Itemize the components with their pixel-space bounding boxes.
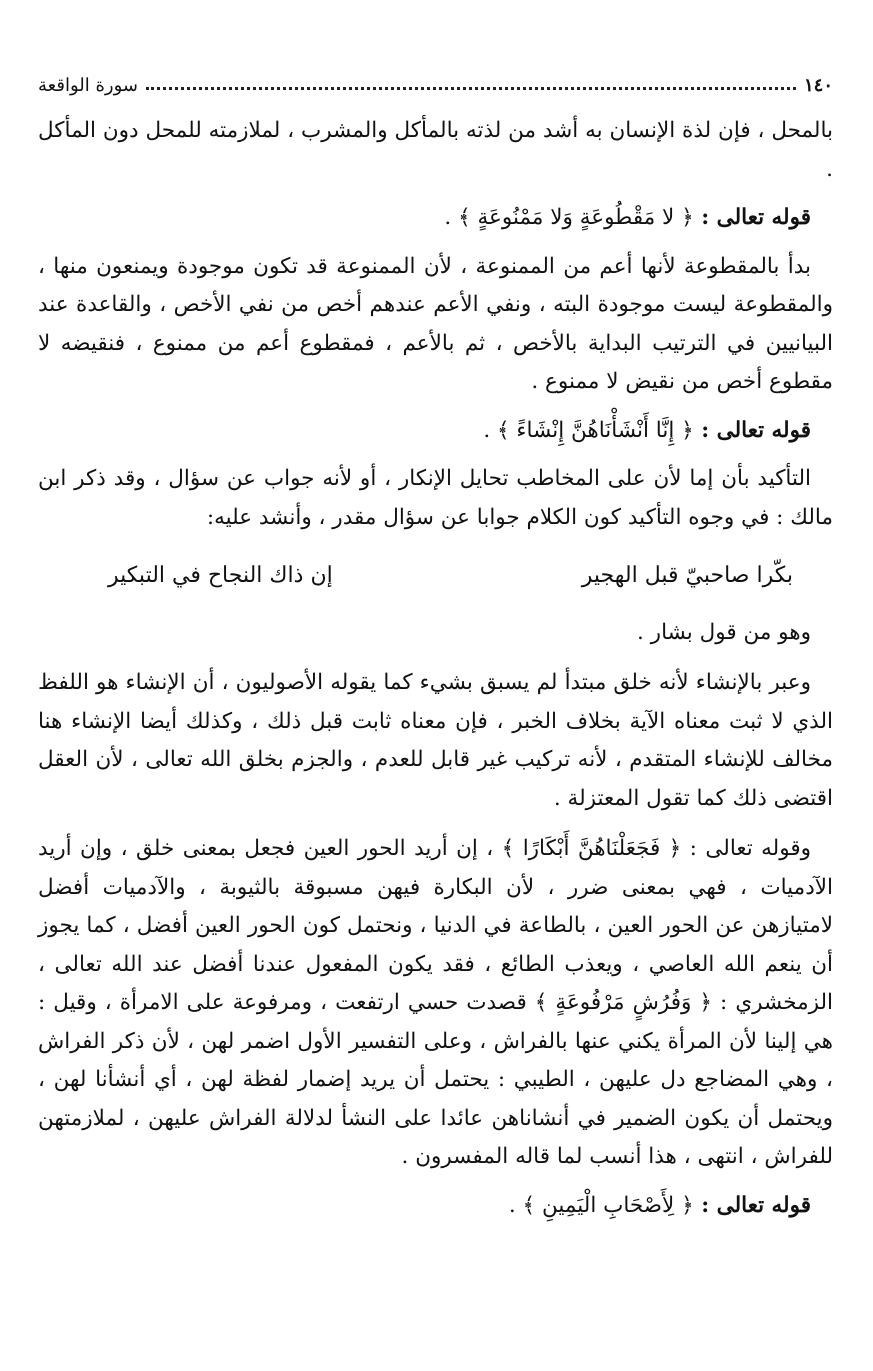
verse-heading-1	[38, 199, 833, 238]
quran-verse: ﴿ لا مَقْطُوعَةٍ وَلا مَمْنُوعَةٍ ﴾ .	[444, 205, 694, 230]
poem-second-hemistich: إن ذاك النجاح في التبكير	[108, 563, 333, 588]
verse-heading-3	[38, 1187, 833, 1226]
verse-prefix: قوله تعالى :	[701, 205, 811, 230]
paragraph-4: وهو من قول بشار .	[637, 619, 811, 645]
paragraph-2: بدأ بالمقطوعة لأنها أعم من الممنوعة ، لأن الممنوعة قد تكون موجودة ويمنعون منها ، والمقطوعة ليست موجودة البته ، ونفي الأعم عندهم أخص من نفي الأخص ، والقاعدة عند البيانيين في الترتيب البداية بالأخص ، ثم بالأعم ، فمقطوع أعم من ممنوع ، فنقيضه لا مقطوع أخص من نقيض لا ممنوع .	[38, 253, 833, 394]
page-body	[38, 112, 833, 1235]
paragraph-6: وقوله تعالى : ﴿ فَجَعَلْنَاهُنَّ أَبْكَارًا ﴾ ، إن أريد الحور العين فجعل بمعنى خلق ، وإن أريد الآدميات ، فهي بمعنى ضرر ، لأن البكارة فيهن مسبوقة بالثيوبة ، والآدميات أفضل لامتيازهن عن الحور العين ، بالطاعة في الدنيا ، ونحتمل كون الحور العين أفضل ، كما يجوز أن ينعم الله العاصي ، ويعذب الطائع ، فقد يكون المفعول عندنا أفضل عند الله تعالى ، الزمخشري : ﴿ وَفُرُشٍ مَرْفُوعَةٍ ﴾ قصدت حسي ارتفعت ، ومرفوعة على الامرأة ، وقيل : هي إلينا لأن المرأة يكني عنها بالفراش ، وعلى التفسير الأول اضمر لهن ، لأن ذكر الفراش ، وهي المضاجع دل عليهن ، الطيبي : يحتمل أن يريد إضمار لفظة لهن ، أي أنشأنا لهن ، ويحتمل أن يكون الضمير في أنشاناهن عائدا على النشأ لدلالة الفراش عليهن ، لملازمتهن للفراش ، انتهى ، هذا أنسب لما قاله المفسرون .	[38, 836, 833, 1169]
surah-title: سورة الواقعة	[38, 74, 138, 96]
verse-prefix: قوله تعالى :	[701, 1192, 811, 1218]
header-dotted-leader	[146, 87, 796, 90]
running-header	[38, 70, 833, 100]
page-number: ١٤٠	[803, 74, 833, 96]
verse-heading-2	[38, 412, 833, 451]
quran-verse: ﴿ إِنَّا أَنْشَأْنَاهُنَّ إِنْشَاءً ﴾ .	[483, 417, 694, 443]
paragraph-5: وعبر بالإنشاء لأنه خلق مبتدأ لم يسبق بشيء كما يقوله الأصوليون ، أن الإنشاء هو اللفظ الذي لا ثبت معناه الآية بخلاف الخبر ، فإن معناه ثابت قبل ذلك ، وكذلك أيضا الإنشاء هنا مخالف للإنشاء المتقدم ، لأنه تركيب غير قابل للعدم ، والجزم بخلق الله تعالى ، لأن العقل اقتضى ذلك كما تقول المعتزلة .	[38, 670, 833, 811]
poem-verse	[38, 557, 833, 596]
paragraph-3: التأكيد بأن إما لأن على المخاطب تحايل الإنكار ، أو لأنه جواب عن سؤال ، وقد ذكر ابن مالك : في وجوه التأكيد كون الكلام جوابا عن سؤال مقدر ، وأنشد عليه:	[38, 466, 833, 530]
poem-first-hemistich: بكّرا صاحبيّ قبل الهجير	[581, 563, 793, 588]
verse-prefix: قوله تعالى :	[701, 417, 811, 443]
quran-verse: ﴿ لِأَصْحَابِ الْيَمِينِ ﴾ .	[508, 1192, 694, 1218]
paragraph-1: بالمحل ، فإن لذة الإنسان به أشد من لذته بالمأكل والمشرب ، لملازمته للمحل دون المأكل .	[38, 118, 833, 182]
